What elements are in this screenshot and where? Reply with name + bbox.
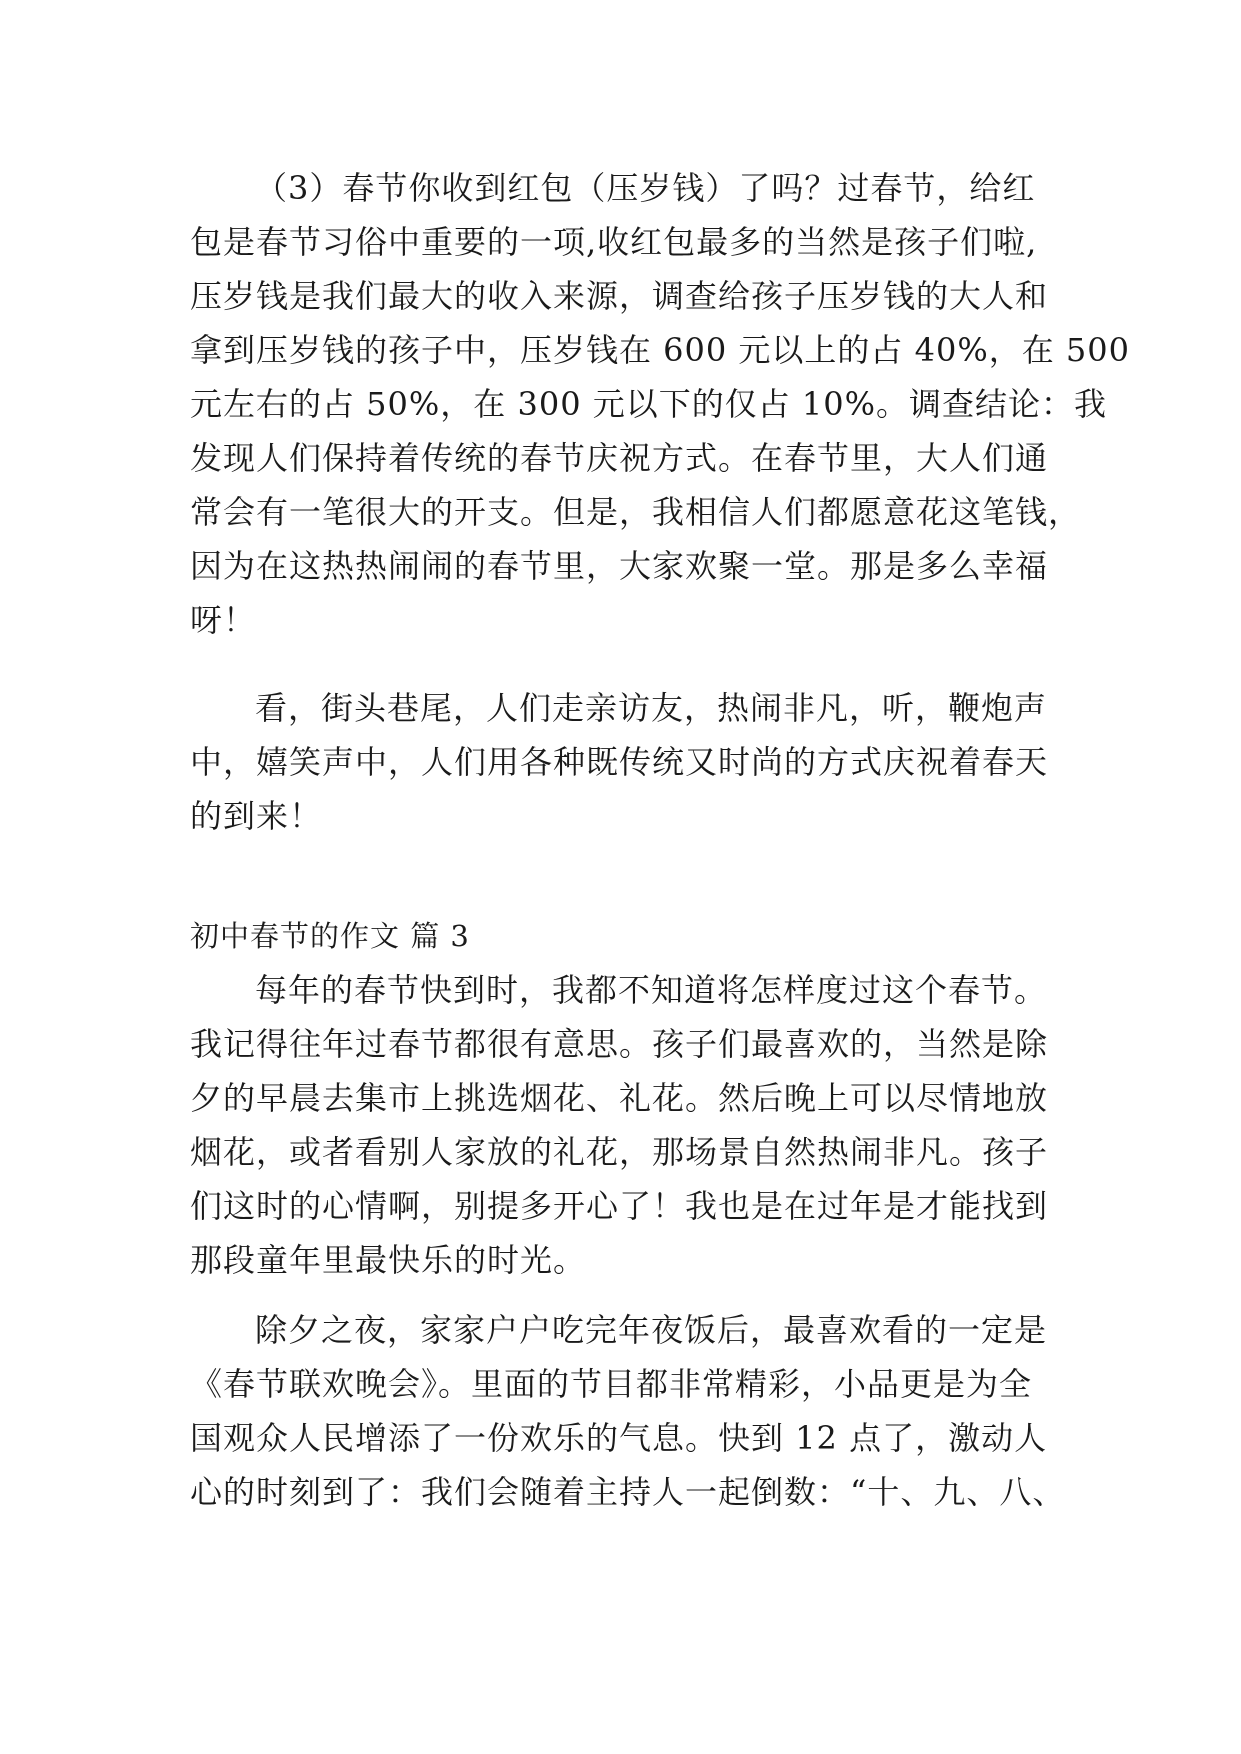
paragraph-line: 因为在这热热闹闹的春节里，大家欢聚一堂。那是多么幸福: [190, 547, 1049, 585]
paragraph-line: 《春节联欢晚会》。里面的节目都非常精彩，小品更是为全: [190, 1365, 1033, 1403]
paragraph-line: 拿到压岁钱的孩子中，压岁钱在 600 元以上的占 40%，在 500: [190, 331, 1130, 369]
paragraph-line: 的到来！: [190, 797, 323, 835]
paragraph-line: 除夕之夜，家家户户吃完年夜饭后，最喜欢看的一定是: [255, 1311, 1048, 1349]
paragraph-line: 们这时的心情啊，别提多开心了！我也是在过年是才能找到: [190, 1187, 1049, 1225]
paragraph-line: 呀！: [190, 601, 257, 639]
paragraph-line: 发现人们保持着传统的春节庆祝方式。在春节里，大人们通: [190, 439, 1049, 477]
paragraph-line: 那段童年里最快乐的时光。: [190, 1241, 587, 1279]
paragraph-line: 常会有一笔很大的开支。但是，我相信人们都愿意花这笔钱，: [190, 493, 1082, 531]
paragraph-line: 我记得往年过春节都很有意思。孩子们最喜欢的，当然是除: [190, 1025, 1049, 1063]
paragraph-line: （3）春节你收到红包（压岁钱）了吗？过春节，给红: [255, 169, 1036, 207]
paragraph-line: 夕的早晨去集市上挑选烟花、礼花。然后晚上可以尽情地放: [190, 1079, 1049, 1117]
paragraph-line: 国观众人民增添了一份欢乐的气息。快到 12 点了，激动人: [190, 1419, 1048, 1457]
paragraph-line: 元左右的占 50%，在 300 元以下的仅占 10%。调查结论：我: [190, 385, 1108, 423]
paragraph-line: 压岁钱是我们最大的收入来源，调查给孩子压岁钱的大人和: [190, 277, 1049, 315]
section-heading: 初中春节的作文 篇 3: [190, 919, 470, 953]
paragraph-line: 看，街头巷尾，人们走亲访友，热闹非凡，听，鞭炮声: [255, 689, 1048, 727]
paragraph-line: 心的时刻到了：我们会随着主持人一起倒数：“十、九、八、: [190, 1473, 1066, 1511]
paragraph-line: 烟花，或者看别人家放的礼花，那场景自然热闹非凡。孩子: [190, 1133, 1049, 1171]
paragraph-line: 中，嬉笑声中，人们用各种既传统又时尚的方式庆祝着春天: [190, 743, 1049, 781]
paragraph-line: 包是春节习俗中重要的一项,收红包最多的当然是孩子们啦,: [190, 223, 1038, 261]
paragraph-line: 每年的春节快到时，我都不知道将怎样度过这个春节。: [255, 971, 1048, 1009]
